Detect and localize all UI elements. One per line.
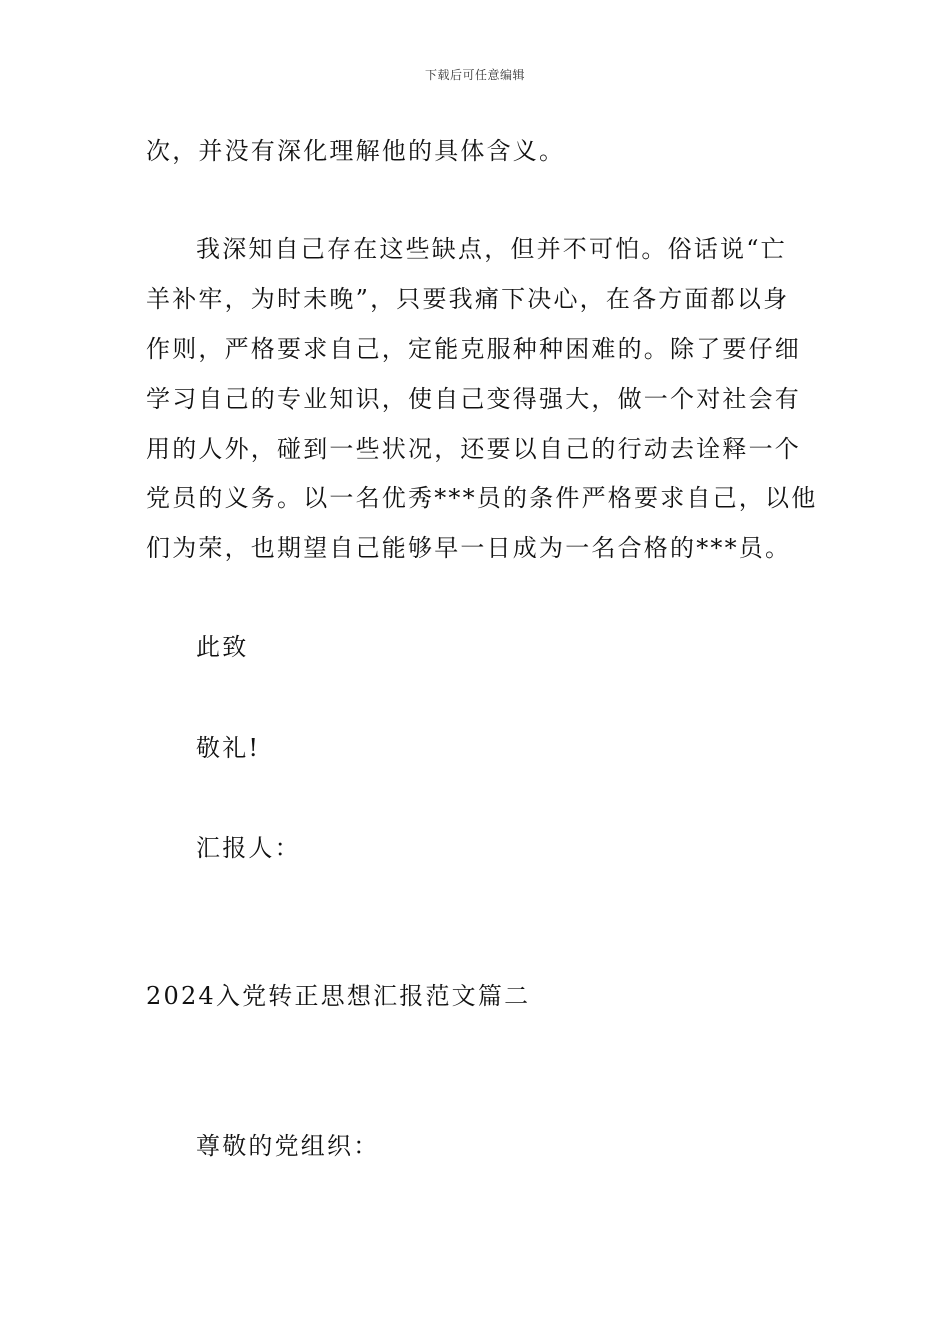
- paragraph-2-line-5: 用的人外，碰到一些状况，还要以自己的行动去诠释一个: [146, 435, 801, 463]
- paragraph-2-line-7: 们为荣，也期望自己能够早一日成为一名合格的***员。: [146, 534, 792, 562]
- paragraph-2-line-6: 党员的义务。以一名优秀***员的条件严格要求自己，以他: [146, 484, 818, 512]
- section-title: 2024入党转正思想汇报范文篇二: [146, 982, 531, 1010]
- reporter-label: 汇报人：: [196, 834, 301, 862]
- closing-text: 此致: [196, 633, 249, 661]
- paragraph-2-line-3: 作则，严格要求自己，定能克服种种困难的。除了要仔细: [146, 335, 801, 363]
- paragraph-2-line-4: 学习自己的专业知识，使自己变得强大，做一个对社会有: [146, 385, 801, 413]
- salute-text: 敬礼!: [196, 734, 261, 762]
- paragraph-2-line-2: 羊补牢，为时未晚”，只要我痛下决心，在各方面都以身: [146, 285, 790, 313]
- header-note: 下载后可任意编辑: [424, 68, 525, 82]
- paragraph-2-line-1: 我深知自己存在这些缺点，但并不可怕。俗话说“亡: [196, 235, 787, 263]
- greeting-text: 尊敬的党组织：: [196, 1132, 380, 1160]
- paragraph-1-line-1: 次，并没有深化理解他的具体含义。: [146, 137, 566, 165]
